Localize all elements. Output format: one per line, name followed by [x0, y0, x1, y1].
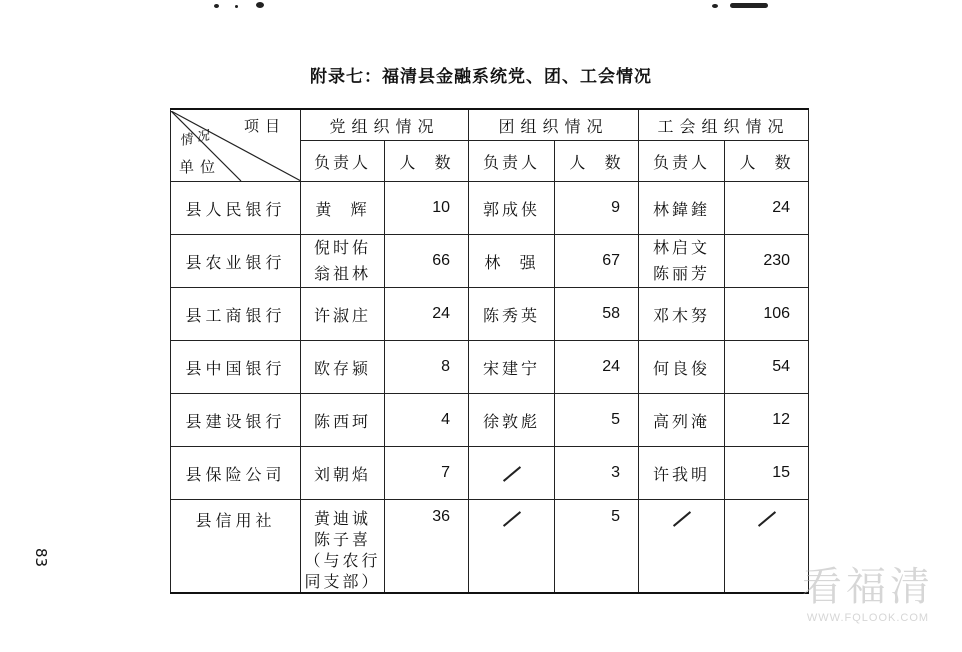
party-league-union-table [170, 108, 809, 594]
page-number: 83 [32, 548, 50, 568]
table-row [171, 235, 809, 288]
table-row [171, 500, 809, 594]
union-count-cell: 15 [725, 447, 809, 500]
party-leader-cell: 陈西珂 [301, 394, 385, 447]
unit-cell: 县信用社 [171, 500, 301, 594]
union-count-cell: 106 [725, 288, 809, 341]
party-count-cell: 24 [385, 288, 469, 341]
union-count-cell: 54 [725, 341, 809, 394]
union-leader-cell: 邓木努 [639, 288, 725, 341]
empty-slash-mark [502, 466, 520, 482]
site-watermark [802, 555, 934, 624]
union-leader-cell: 林鍏鍷 [639, 182, 725, 235]
table-row [171, 394, 809, 447]
youth-count-cell: 5 [555, 394, 639, 447]
subheader-count: 人 数 [555, 141, 639, 182]
subheader-leader: 负责人 [639, 141, 725, 182]
table-row [171, 182, 809, 235]
party-count-cell: 10 [385, 182, 469, 235]
party-leader-cell: 刘朝焰 [301, 447, 385, 500]
youth-leader-cell: 林 强 [469, 235, 555, 288]
union-count-empty-cell [725, 500, 809, 594]
subheader-count: 人 数 [385, 141, 469, 182]
party-count-cell: 7 [385, 447, 469, 500]
youth-leader-cell: 宋建宁 [469, 341, 555, 394]
union-leader-cell: 许我明 [639, 447, 725, 500]
document-title: 附录七：福清县金融系统党、团、工会情况 [310, 67, 652, 87]
corner-unit-label: 单位 [179, 157, 222, 176]
union-leader-cell: 何良俊 [639, 341, 725, 394]
scan-speck [235, 5, 238, 8]
scan-speck [256, 2, 264, 8]
party-count-cell: 66 [385, 235, 469, 288]
scan-speck [730, 3, 768, 8]
union-count-cell: 230 [725, 235, 809, 288]
party-leader-cell: 黄 辉 [301, 182, 385, 235]
party-leader-cell: 许淑庄 [301, 288, 385, 341]
party-leader-cell: 黄迪诚 陈子喜 （与农行 同支部） [301, 500, 385, 594]
corner-header [171, 109, 301, 182]
youth-leader-cell: 徐敦彪 [469, 394, 555, 447]
party-leader-cell: 欧存颍 [301, 341, 385, 394]
group-header-party: 党组织情况 [301, 109, 469, 141]
youth-leader-empty-cell [469, 500, 555, 594]
unit-cell: 县农业银行 [171, 235, 301, 288]
unit-cell: 县保险公司 [171, 447, 301, 500]
corner-item-label: 项目 [243, 116, 286, 135]
unit-cell: 县人民银行 [171, 182, 301, 235]
union-leader-cell: 林启文 陈丽芳 [639, 235, 725, 288]
table-row [171, 288, 809, 341]
empty-slash-mark [672, 511, 690, 527]
group-header-youth: 团组织情况 [469, 109, 639, 141]
youth-leader-empty-cell [469, 447, 555, 500]
youth-count-cell: 3 [555, 447, 639, 500]
scan-speck [214, 4, 219, 8]
empty-slash-mark [502, 511, 520, 527]
watermark-url: WWW.FQLOOK.COM [806, 612, 930, 624]
watermark-logo-text: 看福清 [802, 564, 934, 610]
union-leader-empty-cell [639, 500, 725, 594]
party-leader-cell: 倪时佑 翁祖林 [301, 235, 385, 288]
table-row [171, 341, 809, 394]
party-count-cell: 36 [385, 500, 469, 594]
party-count-cell: 8 [385, 341, 469, 394]
subheader-count: 人 数 [725, 141, 809, 182]
union-count-cell: 24 [725, 182, 809, 235]
youth-count-cell: 5 [555, 500, 639, 594]
empty-slash-mark [757, 511, 775, 527]
table-row [171, 447, 809, 500]
youth-leader-cell: 郭成侠 [469, 182, 555, 235]
subheader-leader: 负责人 [301, 141, 385, 182]
scan-speck [712, 4, 718, 8]
unit-cell: 县中国银行 [171, 341, 301, 394]
youth-count-cell: 24 [555, 341, 639, 394]
youth-leader-cell: 陈秀英 [469, 288, 555, 341]
unit-cell: 县工商银行 [171, 288, 301, 341]
group-header-union: 工会组织情况 [639, 109, 809, 141]
unit-cell: 县建设银行 [171, 394, 301, 447]
youth-count-cell: 58 [555, 288, 639, 341]
subheader-leader: 负责人 [469, 141, 555, 182]
union-count-cell: 12 [725, 394, 809, 447]
party-count-cell: 4 [385, 394, 469, 447]
youth-count-cell: 67 [555, 235, 639, 288]
corner-status-label: 情况 [178, 127, 215, 149]
union-leader-cell: 高列淹 [639, 394, 725, 447]
youth-count-cell: 9 [555, 182, 639, 235]
